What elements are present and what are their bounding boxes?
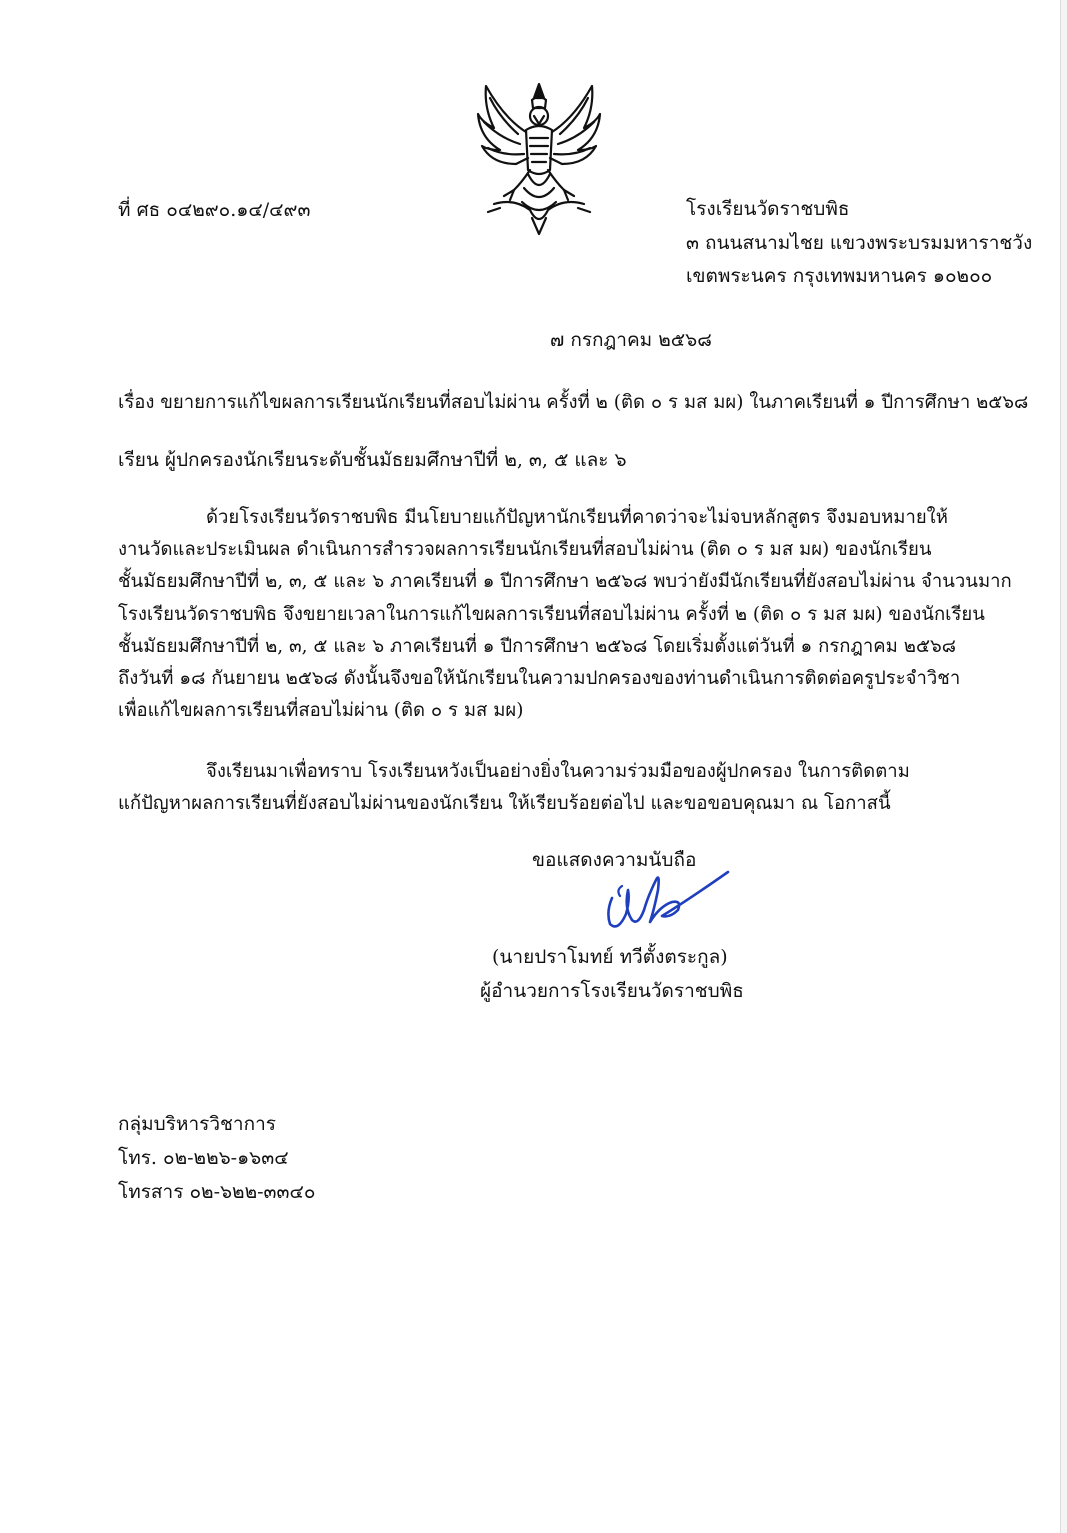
paragraph-line: เพื่อแก้ไขผลการเรียนที่สอบไม่ผ่าน (ติด ๐ ร มส มผ) bbox=[118, 700, 524, 722]
paragraph-line: ชั้นมัธยมศึกษาปีที่ ๒, ๓, ๕ และ ๖ ภาคเรียนที่ ๑ ปีการศึกษา ๒๕๖๘ พบว่ายังมีนักเรียนที่ยังสอบไม่ผ่าน จำนวนมาก bbox=[118, 571, 1012, 593]
signatory-title: ผู้อำนวยการโรงเรียนวัดราชบพิธ bbox=[480, 980, 744, 1002]
letter-subject: เรื่อง ขยายการแก้ไขผลการเรียนนักเรียนที่สอบไม่ผ่าน ครั้งที่ ๒ (ติด ๐ ร มส มผ) ในภาคเรียนที่ ๑ ปีการศึกษา ๒๕๖๘ bbox=[118, 392, 1029, 413]
paragraph-line: ชั้นมัธยมศึกษาปีที่ ๒, ๓, ๕ และ ๖ ภาคเรียนที่ ๑ ปีการศึกษา ๒๕๖๘ โดยเริ่มตั้งแต่วันที่ ๑ กรกฎาคม ๒๕๖๘ bbox=[118, 635, 956, 657]
paragraph-line: ด้วยโรงเรียนวัดราชบพิธ มีนโยบายแก้ปัญหานักเรียนที่คาดว่าจะไม่จบหลักสูตร จึงมอบหมายให้ bbox=[206, 507, 948, 528]
paragraph-line: แก้ปัญหาผลการเรียนที่ยังสอบไม่ผ่านของนักเรียน ให้เรียบร้อยต่อไป และขอขอบคุณมา ณ โอกาสนี้ bbox=[118, 793, 891, 815]
signatory-name: (นายปราโมทย์ ทวีตั้งตระกูล) bbox=[492, 946, 728, 968]
paragraph-line: จึงเรียนมาเพื่อทราบ โรงเรียนหวังเป็นอย่างยิ่งในความร่วมมือของผู้ปกครอง ในการติดตาม bbox=[206, 761, 910, 782]
department-name: กลุ่มบริหารวิชาการ bbox=[118, 1113, 276, 1135]
paragraph-line: ถึงวันที่ ๑๘ กันยายน ๒๕๖๘ ดังนั้นจึงขอให้นักเรียนในความปกครองของท่านดำเนินการติดต่อครูประจำวิชา bbox=[118, 667, 961, 689]
garuda-emblem-icon bbox=[474, 78, 604, 238]
school-address-line-2: เขตพระนคร กรุงเทพมหานคร ๑๐๒๐๐ bbox=[686, 265, 993, 287]
signature-icon bbox=[598, 860, 738, 942]
paragraph-line: โรงเรียนวัดราชบพิธ จึงขยายเวลาในการแก้ไขผลการเรียนที่สอบไม่ผ่าน ครั้งที่ ๒ (ติด ๐ ร มส มผ) ของนักเรียน bbox=[118, 603, 985, 625]
fax-number: โทรสาร ๐๒-๖๒๒-๓๓๔๐ bbox=[118, 1181, 316, 1203]
document-number: ที่ ศธ ๐๔๒๙๐.๑๔/๔๙๓ bbox=[118, 199, 311, 221]
body-paragraph-1 bbox=[118, 502, 1012, 727]
paragraph-line: งานวัดและประเมินผล ดำเนินการสำรวจผลการเรียนนักเรียนที่สอบไม่ผ่าน (ติด ๐ ร มส มผ) ของนักเรียน bbox=[118, 539, 932, 561]
school-address-line-1: ๓ ถนนสนามไชย แขวงพระบรมมหาราชวัง bbox=[686, 232, 1033, 254]
body-paragraph-2 bbox=[118, 756, 948, 820]
phone-number: โทร. ๐๒-๒๒๖-๑๖๓๔ bbox=[118, 1147, 289, 1169]
closing-salutation: ขอแสดงความนับถือ bbox=[532, 849, 697, 871]
letter-date: ๗ กรกฎาคม ๒๕๖๘ bbox=[550, 329, 712, 351]
letter-recipient: เรียน ผู้ปกครองนักเรียนระดับชั้นมัธยมศึกษาปีที่ ๒, ๓, ๕ และ ๖ bbox=[118, 449, 627, 471]
school-name: โรงเรียนวัดราชบพิธ bbox=[686, 198, 850, 220]
